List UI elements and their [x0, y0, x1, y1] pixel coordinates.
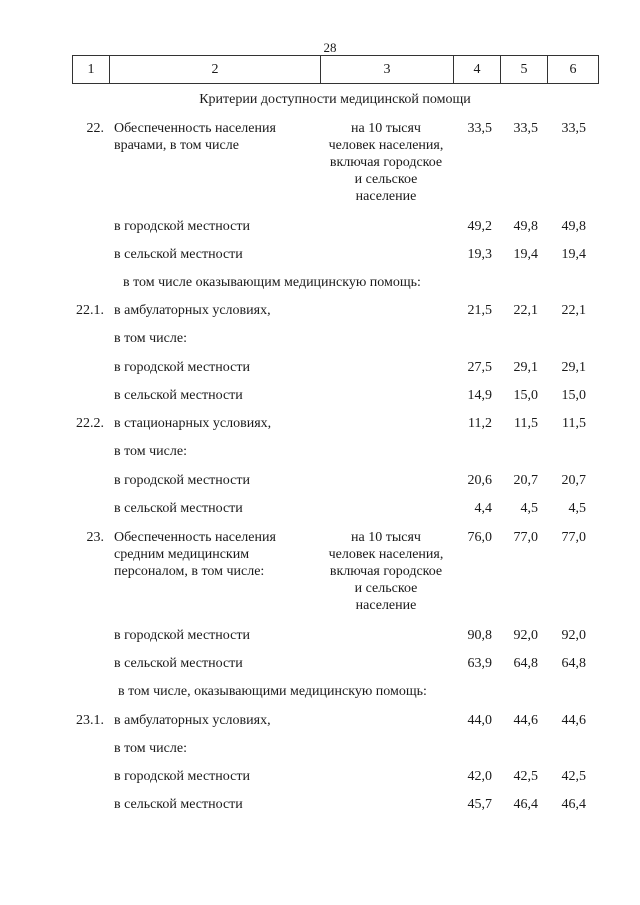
row-value-col5: 15,0 — [513, 388, 538, 403]
page-number: 28 — [323, 40, 337, 55]
row-label: в городской местности — [114, 360, 250, 375]
row-value-col4: 90,8 — [467, 628, 492, 643]
row-value-col5: 42,5 — [513, 769, 538, 784]
row-value-col6: 42,5 — [561, 769, 586, 784]
row-value-col4: 49,2 — [467, 219, 492, 234]
row-value-col5: 92,0 — [513, 628, 538, 643]
row-label: в городской местности — [114, 769, 250, 784]
row-value-col5: 29,1 — [513, 360, 538, 375]
row-number: 23.1. — [76, 713, 104, 728]
row-label: в том числе: — [114, 741, 187, 756]
row-value-col6: 46,4 — [561, 797, 586, 812]
table-header — [72, 55, 599, 84]
row-label: в городской местности — [114, 473, 250, 488]
row-value-col4: 20,6 — [467, 473, 492, 488]
row-unit: на 10 тысяч человек населения, включая городское и сельское население — [328, 530, 444, 613]
row-value-col6: 64,8 — [561, 656, 586, 671]
header-col-1: 1 — [73, 56, 110, 84]
row-unit: на 10 тысяч человек населения, включая городское и сельское население — [328, 121, 444, 204]
row-value-col4: 4,4 — [474, 501, 492, 516]
row-value-col4: 21,5 — [467, 303, 492, 318]
row-value-col5: 49,8 — [513, 219, 538, 234]
row-value-col4: 44,0 — [467, 713, 492, 728]
row-number: 22.2. — [76, 416, 104, 431]
header-col-3: 3 — [321, 56, 454, 84]
row-value-col5: 11,5 — [514, 416, 538, 431]
row-value-col6: 49,8 — [561, 219, 586, 234]
row-label: в сельской местности — [114, 797, 243, 812]
header-col-4: 4 — [454, 56, 501, 84]
row-value-col6: 29,1 — [561, 360, 586, 375]
row-value-col6: 44,6 — [561, 713, 586, 728]
row-value-col4: 14,9 — [467, 388, 492, 403]
row-number: 22.1. — [76, 303, 104, 318]
row-number: 23. — [86, 530, 104, 545]
row-value-col6: 11,5 — [562, 416, 586, 431]
row-value-col6: 19,4 — [561, 247, 586, 262]
row-label: в сельской местности — [114, 656, 243, 671]
row-label: в сельской местности — [114, 501, 243, 516]
subsection-heading-text: в том числе, оказывающими медицинскую помощь: — [118, 684, 427, 699]
row-value-col4: 76,0 — [467, 530, 492, 545]
row-label: в городской местности — [114, 628, 250, 643]
row-value-col5: 20,7 — [513, 473, 538, 488]
row-label: в сельской местности — [114, 388, 243, 403]
row-value-col5: 46,4 — [513, 797, 538, 812]
row-value-col6: 33,5 — [561, 121, 586, 136]
row-label: в сельской местности — [114, 247, 243, 262]
header-col-6: 6 — [548, 56, 599, 84]
row-value-col5: 19,4 — [513, 247, 538, 262]
row-value-col6: 20,7 — [561, 473, 586, 488]
row-label: в амбулаторных условиях, — [114, 713, 271, 728]
row-number: 22. — [86, 121, 104, 136]
row-label: в амбулаторных условиях, — [114, 303, 271, 318]
row-value-col5: 77,0 — [513, 530, 538, 545]
row-label: в том числе: — [114, 444, 187, 459]
row-label: в стационарных условиях, — [114, 416, 272, 431]
row-value-col6: 15,0 — [561, 388, 586, 403]
header-col-5: 5 — [501, 56, 548, 84]
row-label: в городской местности — [114, 219, 250, 234]
row-value-col6: 22,1 — [561, 303, 586, 318]
row-label: Обеспеченность населения врачами, в том числе — [114, 121, 276, 153]
row-value-col6: 4,5 — [568, 501, 586, 516]
section-title: Критерии доступности медицинской помощи — [199, 92, 471, 107]
row-value-col5: 64,8 — [513, 656, 538, 671]
row-value-col4: 45,7 — [467, 797, 492, 812]
row-label: в том числе: — [114, 331, 187, 346]
row-value-col5: 44,6 — [513, 713, 538, 728]
row-value-col4: 11,2 — [468, 416, 492, 431]
row-value-col4: 42,0 — [467, 769, 492, 784]
row-value-col5: 4,5 — [520, 501, 538, 516]
row-value-col6: 92,0 — [561, 628, 586, 643]
header-col-2: 2 — [110, 56, 321, 84]
row-value-col5: 33,5 — [513, 121, 538, 136]
row-value-col4: 63,9 — [467, 656, 492, 671]
row-value-col5: 22,1 — [513, 303, 538, 318]
row-value-col4: 33,5 — [467, 121, 492, 136]
row-value-col4: 27,5 — [467, 360, 492, 375]
row-value-col6: 77,0 — [561, 530, 586, 545]
row-value-col4: 19,3 — [467, 247, 492, 262]
row-label: Обеспеченность населения средним медицинским персоналом, в том числе: — [114, 530, 276, 579]
subsection-heading-text: в том числе оказывающим медицинскую помощь: — [123, 275, 421, 290]
